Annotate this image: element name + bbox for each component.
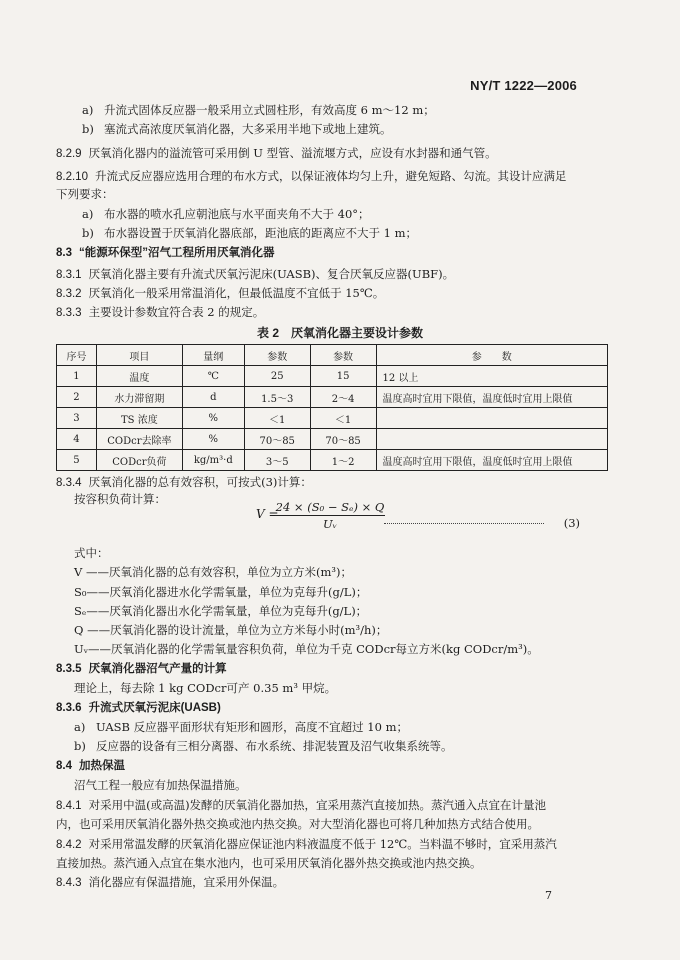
list-item <box>82 206 370 222</box>
table-cell <box>376 408 608 429</box>
table-cell: 温度高时宜用下限值，温度低时宜用上限值 <box>376 387 608 408</box>
clause-number: 8.3.5 <box>56 663 82 675</box>
clause-8-3-2 <box>56 285 384 302</box>
table-cell: 3 <box>57 408 97 429</box>
table-row <box>57 429 608 450</box>
leader-dots <box>384 523 544 524</box>
where-label: 式中： <box>74 546 109 560</box>
table-cell <box>376 429 608 450</box>
list-text: 升流式固体反应器一般采用立式圆柱形，有效高度 6 m～12 m； <box>104 103 435 117</box>
table-cell: 70～85 <box>244 429 310 450</box>
list-item <box>82 121 392 137</box>
table-cell: 水力滞留期 <box>96 387 182 408</box>
table-cell: 1 <box>57 366 97 387</box>
table-cell: 70～85 <box>310 429 376 450</box>
header-cell: 序号 <box>57 345 97 366</box>
table-row <box>57 387 608 408</box>
clause-8-3-1 <box>56 266 454 283</box>
clause-number: 8.3.6 <box>56 702 82 714</box>
table-row <box>57 408 608 429</box>
list-text: 塞流式高浓度厌氧消化器，大多采用半地下或地上建筑。 <box>104 122 392 136</box>
clause-text: 厌氧消化一般采用常温消化，但最低温度不宜低于 15℃。 <box>88 286 385 300</box>
table-cell: 4 <box>57 429 97 450</box>
clause-8-2-10 <box>56 168 566 185</box>
table-cell: 3～5 <box>244 450 310 471</box>
section-heading-8-3-5 <box>56 661 227 677</box>
table-cell: 25 <box>244 366 310 387</box>
clause-text: 消化器应有保温措施，宜采用外保温。 <box>88 875 285 889</box>
clause-number: 8.3.4 <box>56 477 82 489</box>
list-label: a) <box>74 720 86 734</box>
clause-number: 8.3.3 <box>56 307 82 319</box>
table-cell: 15 <box>310 366 376 387</box>
formula-numerator: 24 × (S₀ − Sₑ) × Q <box>275 500 385 514</box>
list-text: 反应器的设备有三相分离器、布水系统、排泥装置及沼气收集系统等。 <box>96 739 453 753</box>
list-label: a) <box>82 207 94 221</box>
list-text: 布水器的喷水孔应朝池底与水平面夹角不大于 40°； <box>104 207 370 221</box>
formula-lhs: V = <box>256 507 279 521</box>
table-cell: 温度高时宜用下限值，温度低时宜用上限值 <box>376 450 608 471</box>
list-item <box>82 102 435 118</box>
formula-denominator: Uᵥ <box>323 517 337 531</box>
clause-continuation: 直接加热。蒸汽通入点宜在集水池内，也可采用厌氧消化器外热交换或池内热交换。 <box>56 856 482 870</box>
clause-number: 8.4 <box>56 760 72 772</box>
clause-text: 主要设计参数宜符合表 2 的规定。 <box>88 305 265 319</box>
section-heading-8-3-6 <box>56 700 221 716</box>
table-cell: % <box>182 408 244 429</box>
table-cell: 12 以上 <box>376 366 608 387</box>
formula-fraction <box>275 500 385 531</box>
table-cell: d <box>182 387 244 408</box>
clause-number: 8.4.1 <box>56 800 82 812</box>
heading-text: 厌氧消化器沼气产量的计算 <box>88 663 227 675</box>
header-cell: 参数 <box>244 345 310 366</box>
table-cell: CODcr负荷 <box>96 450 182 471</box>
clause-8-2-9 <box>56 145 497 162</box>
clause-text: 厌氧消化器内的溢流管可采用倒 U 型管、溢流堰方式，应设有水封器和通气管。 <box>88 146 497 160</box>
header-cell: 参 数 <box>376 345 608 366</box>
table-cell: kg/m³·d <box>182 450 244 471</box>
clause-number: 8.2.10 <box>56 171 88 183</box>
table-caption: 表 2 厌氧消化器主要设计参数 <box>256 326 423 340</box>
clause-text: 厌氧消化器的总有效容积，可按式(3)计算： <box>88 475 312 489</box>
clause-number: 8.3.2 <box>56 288 82 300</box>
clause-subtext: 按容积负荷计算： <box>74 492 166 506</box>
table-cell: ＜1 <box>244 408 310 429</box>
clause-body: 理论上，每去除 1 kg CODcr可产 0.35 m³ 甲烷。 <box>74 681 337 695</box>
header-cell: 量纲 <box>182 345 244 366</box>
clause-text: 对采用常温发酵的厌氧消化器应保证池内料液温度不低于 12℃。当料温不够时，宜采用蒸汽 <box>88 837 557 851</box>
heading-text: 加热保温 <box>79 760 125 772</box>
list-label: b) <box>82 226 94 240</box>
equation-number: (3) <box>563 516 580 530</box>
clause-number: 8.3.1 <box>56 269 82 281</box>
clause-body: 沼气工程一般应有加热保温措施。 <box>74 778 247 792</box>
variable-definition: Sₑ——厌氧消化器出水化学需氧量，单位为克每升(g/L)； <box>74 604 368 618</box>
table-cell: 2～4 <box>310 387 376 408</box>
clause-8-4-2 <box>56 836 557 853</box>
list-label: b) <box>82 122 94 136</box>
table-cell: 1～2 <box>310 450 376 471</box>
heading-text: 升流式厌氧污泥床(UASB) <box>88 702 221 714</box>
variable-definition: Uᵥ——厌氧消化器的化学需氧量容积负荷，单位为千克 CODcr每立方米(kg CODcr/m³)。 <box>74 642 539 656</box>
table-cell: 2 <box>57 387 97 408</box>
list-item <box>74 719 408 735</box>
variable-definition: Q ——厌氧消化器的设计流量，单位为立方米每小时(m³/h)； <box>74 623 388 637</box>
table-cell: 5 <box>57 450 97 471</box>
clause-8-4-1 <box>56 797 546 814</box>
list-item <box>74 738 453 754</box>
table-cell: % <box>182 429 244 450</box>
table-cell: ＜1 <box>310 408 376 429</box>
section-heading-8-4 <box>56 758 125 774</box>
clause-text: 升流式反应器应选用合理的布水方式，以保证液体均匀上升，避免短路、勾流。其设计应满足 <box>94 169 567 183</box>
clause-number: 8.4.3 <box>56 877 82 889</box>
variable-definition: V ——厌氧消化器的总有效容积，单位为立方米(m³)； <box>74 565 352 579</box>
table-row <box>57 450 608 471</box>
list-text: UASB 反应器平面形状有矩形和圆形，高度不宜超过 10 m； <box>96 720 408 734</box>
table-cell: 1.5～3 <box>244 387 310 408</box>
heading-text: “能源环保型”沼气工程所用厌氧消化器 <box>79 247 275 259</box>
header-cell: 项目 <box>96 345 182 366</box>
list-label: b) <box>74 739 86 753</box>
header-cell: 参数 <box>310 345 376 366</box>
variable-definition: S₀——厌氧消化器进水化学需氧量，单位为克每升(g/L)； <box>74 585 368 599</box>
design-parameters-table <box>56 344 608 471</box>
standard-header: NY/T 1222—2006 <box>470 78 577 93</box>
clause-number: 8.4.2 <box>56 839 82 851</box>
list-text: 布水器设置于厌氧消化器底部，距池底的距离应不大于 1 m； <box>104 226 418 240</box>
clause-continuation: 下列要求： <box>56 187 114 201</box>
table-row <box>57 366 608 387</box>
table-header-row <box>57 345 608 366</box>
page-number: 7 <box>545 889 552 902</box>
clause-number: 8.3 <box>56 247 72 259</box>
clause-8-4-3 <box>56 874 284 891</box>
clause-8-3-3 <box>56 304 264 321</box>
clause-8-3-4 <box>56 474 312 491</box>
table-cell: TS 浓度 <box>96 408 182 429</box>
table-cell: ℃ <box>182 366 244 387</box>
section-heading-8-3 <box>56 245 275 261</box>
table-cell: 温度 <box>96 366 182 387</box>
clause-number: 8.2.9 <box>56 148 82 160</box>
list-item <box>82 225 417 241</box>
table-cell: CODcr去除率 <box>96 429 182 450</box>
clause-text: 对采用中温(或高温)发酵的厌氧消化器加热，宜采用蒸汽直接加热。蒸汽通入点宜在计量池 <box>88 798 547 812</box>
clause-continuation: 内，也可采用厌氧消化器外热交换或池内热交换。对大型消化器也可将几种加热方式结合使用。 <box>56 817 539 831</box>
list-label: a) <box>82 103 94 117</box>
clause-text: 厌氧消化器主要有升流式厌氧污泥床(UASB)、复合厌氧反应器(UBF)。 <box>88 267 455 281</box>
